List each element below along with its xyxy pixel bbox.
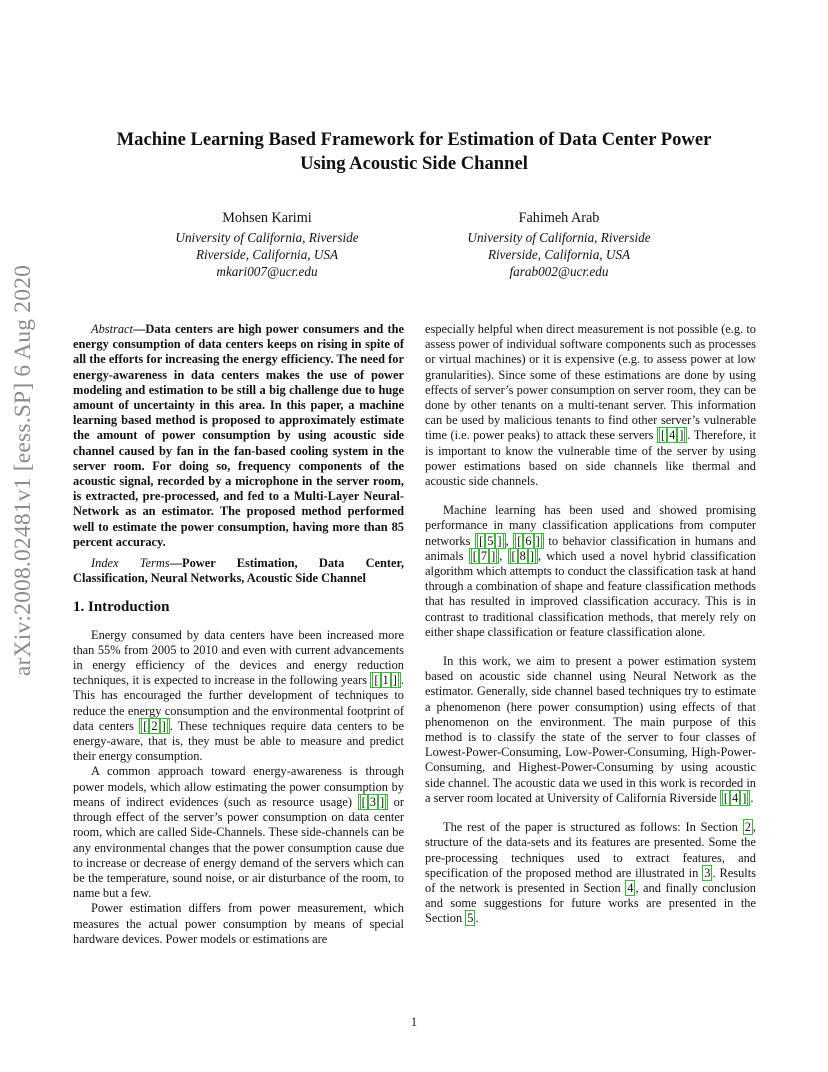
section-link[interactable]: 2 (744, 820, 751, 835)
arxiv-identifier: arXiv:2008.02481v1 [eess.SP] 6 Aug 2020 (10, 264, 37, 676)
right-paragraph-2: Machine learning has been used and showed promising performance in many classification applications from computer networks [ 5 ] , [ 6 ] to behavior classification in humans and animals [ 7 ] , [ 8 ] , which used a novel hybrid classification algorithm which attempts to conduct the classification task at hand through a combination of shape and feature classification methods that has resulted in improved classification accuracy. This is in contrast to traditional classification methods, that merely rely on either shape classification or feature classification alone. (425, 503, 756, 639)
author-block-1 (132, 210, 402, 280)
right-paragraph-4: The rest of the paper is structured as follows: In Section 2 , structure of the data-sets and its features are presented. Some the pre-processing techniques used to extract features, and specification of the proposed method are illustrated in 3 . Results of the network is presented in Section 4 , and finally conclusion and some suggestions for future works are presented in the Section 5 . (425, 820, 757, 926)
author-location: Riverside, California, USA (195, 247, 339, 262)
author-affiliation: University of California, Riverside (175, 230, 359, 245)
right-paragraph-3: In this work, we aim to present a power estimation system based on acoustic side channel using Neural Network as the estimator. Generally, side channel based techniques try to estimate a phenomenon (here power consumption) using effects of that phenomenon on the environment. The main purpose of this method is to classify the state of the server to four classes of Lowest-Power-Consuming, Low-Power-Consuming, High-Power-Consuming, and Highest-Power-Consuming by using acoustic side channel. The acoustic data we used in this work is recorded in a server room located at University of California Riverside [ 4 ] . (425, 654, 756, 805)
paper-title: Machine Learning Based Framework for Estimation of Data Center Power Using Acoustic Side Channel (116, 129, 712, 174)
abstract: Abstract—Data centers are high power consumers and the energy consumption of data centers keeps on rising in spite of all the efforts for increasing the energy efficiency. The need for energy-awareness in data centers makes the use of power modeling and estimation to be still a big challenge due to huge amount of uncertainty in this area. In this paper, a machine learning based method is proposed to approximately estimate the amount of power consumption by using acoustic side channel caused by fan in the fan-based cooling system in the server room. For doing so, frequency components of the acoustic signal, recorded by a microphone in the server room, is extracted, pre-processed, and fed to a Multi-Layer Neural-Network as an estimator. The proposed method performed well to estimate the power consumption, having more than 85 percent accuracy. (73, 322, 404, 549)
citation-link[interactable]: [ 1 ] (370, 672, 400, 688)
intro-paragraph-2: A common approach toward energy-awareness is through power models, which allow estimating the power consumption by means of indirect evidences (such as resource usage) [ 3 ] or through effect of the server’s power consumption on data center room, which are called Side-Channels. These side-channels can be any environmental changes that the power consumption cause due to increase or decrease of energy demand of the servers which can be the temperature, sound noise, or air disturbance of the room, to name but a few. (73, 764, 404, 901)
right-column (425, 322, 756, 927)
section-heading: 1. Introduction (73, 599, 170, 616)
citation-link[interactable]: [ 7 ] (469, 548, 499, 564)
citation-link[interactable]: [ 8 ] (508, 548, 538, 564)
citation-link[interactable]: [ 2 ] (139, 718, 169, 734)
author-location: Riverside, California, USA (487, 247, 631, 262)
citation-link[interactable]: [ 6 ] (513, 533, 543, 549)
author-block-2 (424, 210, 694, 280)
section-link[interactable]: 4 (627, 880, 634, 895)
intro-paragraph-1: Energy consumed by data centers have been increased more than 55% from 2005 to 2010 and even with current advancements in energy efficiency of the devices and energy reduction techniques, it is expected to increase in the following years [ 1 ] . This has encouraged the further development of techniques to reduce the energy consumption and the environmental footprint of data centers [ 2 ] . These techniques require data centers to be energy-aware, that is, they must be able to measure and predict their energy consumption. (73, 627, 404, 764)
author-name: Mohsen Karimi (222, 210, 312, 226)
section-link[interactable]: 3 (704, 865, 711, 880)
citation-link[interactable]: [ 4 ] (720, 790, 750, 806)
intro-paragraph-3: Power estimation differs from power measurement, which measures the actual power consumption by means of special hardware devices. Power models or estimations are (73, 901, 404, 946)
citation-link[interactable]: [ 4 ] (657, 427, 687, 443)
left-column (73, 322, 404, 947)
author-email: farab002@ucr.edu (509, 264, 609, 279)
citation-link[interactable]: [ 5 ] (475, 533, 505, 549)
page-number: 1 (410, 1015, 418, 1029)
author-affiliation: University of California, Riverside (467, 230, 651, 245)
author-name: Fahimeh Arab (518, 210, 600, 226)
author-email: mkari007@ucr.edu (216, 264, 318, 279)
right-paragraph-1: especially helpful when direct measurement is not possible (e.g. to assess power of individual software components such as processes or virtual machines) or it is expensive (e.g. to assess power at low granularities). Since some of these estimations are done by using effects of server’s power consumption on server room, they can be done by other tenants on a multi-tenant server. This information can be used by malicious tenants to find other server’s vulnerable time (i.e. power peaks) to attack these servers [ 4 ] . Therefore, it is important to know the vulnerable time of the server by using power estimations based on side channels like thermal and acoustic side channels. (425, 322, 757, 489)
citation-link[interactable]: [ 3 ] (358, 794, 388, 810)
section-link[interactable]: 5 (467, 911, 474, 926)
index-terms: Index Terms—Power Estimation, Data Center, Classification, Neural Networks, Acoustic Side Channel (73, 556, 405, 586)
